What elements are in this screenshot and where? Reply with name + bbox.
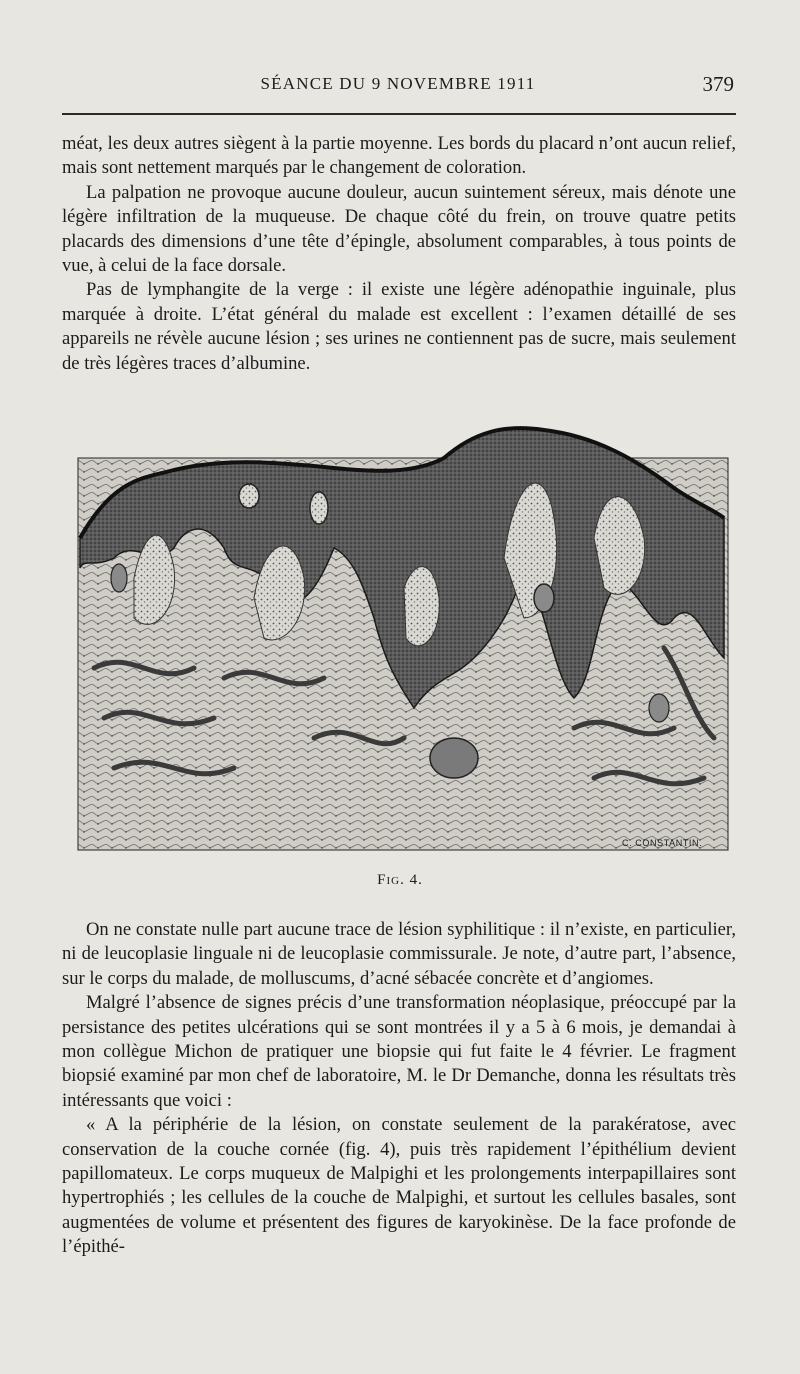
running-header — [62, 70, 734, 100]
figure-caption: Fig. 4. — [377, 872, 423, 888]
paragraph: On ne constate nulle part aucune trace de lésion syphilitique : il n’existe, en particulier, ni de leucoplasie linguale ni de leucoplasie commissurale. Je note, d’autre part, l’absence, sur le corps du malade, de molluscums, d’acné sébacée concrète et d’angiomes. — [62, 919, 736, 989]
paragraph: Malgré l’absence de signes précis d’une transformation néoplasique, préoccupé par la persistance des petites ulcérations qui se sont montrées il y a 5 à 6 mois, je demandai à mon collègue Michon de pratiquer une biopsie qui fut faite le 4 février. Le fragment biopsié examiné par mon chef de laboratoire, M. le Dr Demanche, donna les résultats très intéressants que voici : — [62, 992, 736, 1111]
text-block-top — [62, 132, 736, 376]
running-title: SÉANCE DU 9 NOVEMBRE 1911 — [260, 74, 536, 93]
illustrator-signature: C. CONSTANTIN. — [622, 838, 703, 848]
histology-figure — [74, 418, 730, 858]
paragraph: méat, les deux autres siègent à la partie moyenne. Les bords du placard n’ont aucun relief, mais sont nettement marqués par le changement de coloration. — [62, 133, 736, 179]
text-block-bottom — [62, 918, 736, 1260]
header-rule — [62, 113, 736, 115]
paragraph: « A la périphérie de la lésion, on constate seulement de la parakératose, avec conservation de la couche cornée (fig. 4), puis très rapidement l’épithélium devient papillomateux. Le corps muqueux de Malpighi et les prolongements interpapillaires sont hypertrophiés ; les cellules de la couche de Malpighi, et surtout les cellules basales, sont augmentées de volume et présentent des figures de karyokinèse. De la face profonde de l’épithé- — [62, 1114, 736, 1258]
page-number: 379 — [702, 72, 734, 96]
histology-illustration — [74, 418, 730, 858]
paragraph: Pas de lymphangite de la verge : il existe une légère adénopathie inguinale, plus marquée à droite. L’état général du malade est excellent : l’examen détaillé de ses appareils ne révèle aucune lésion ; ses urines ne contiennent pas de sucre, mais seulement de très légères traces d’albumine. — [62, 279, 736, 374]
paragraph: La palpation ne provoque aucune douleur, aucun suintement séreux, mais dénote une légère infiltration de la muqueuse. De chaque côté du frein, on trouve quatre petits placards des dimensions d’une tête d’épingle, absolument comparables, à tous points de vue, à celui de la face dorsale. — [62, 181, 736, 277]
